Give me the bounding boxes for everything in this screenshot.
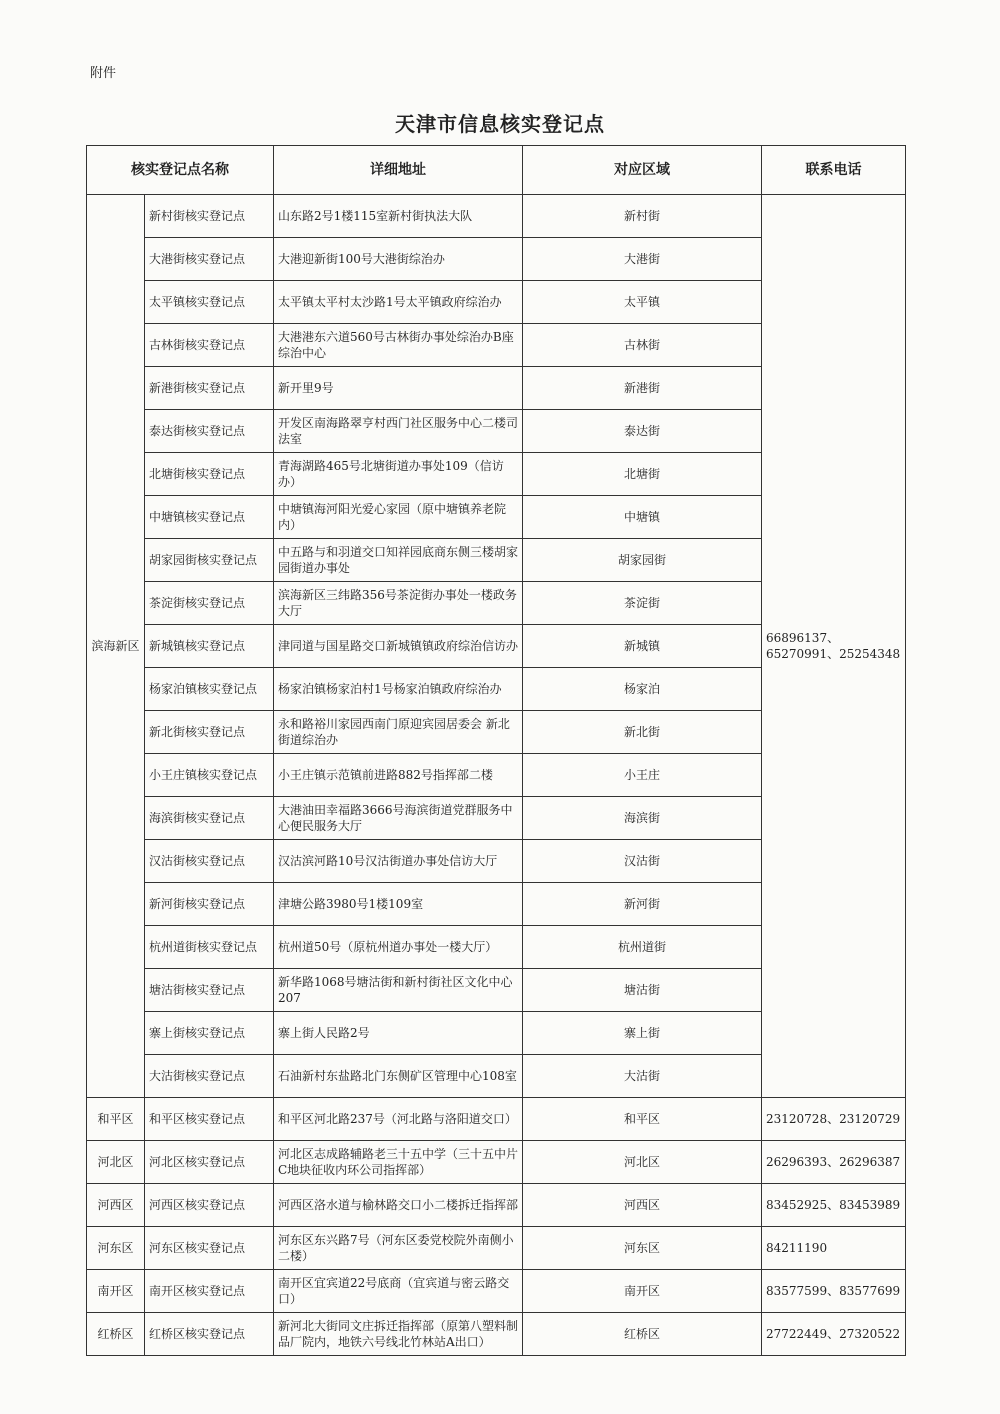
area-cell: 新村街 [523,195,762,238]
area-cell: 塘沽街 [523,969,762,1012]
site-name-cell: 杭州道街核实登记点 [145,926,274,969]
address-cell: 山东路2号1楼115室新村街执法大队 [274,195,523,238]
phone-cell: 66896137、65270991、25254348 [762,195,906,1098]
area-cell: 河东区 [523,1227,762,1270]
area-cell: 杨家泊 [523,668,762,711]
site-name-cell: 塘沽街核实登记点 [145,969,274,1012]
area-cell: 大港街 [523,238,762,281]
area-cell: 新城镇 [523,625,762,668]
site-name-cell: 泰达街核实登记点 [145,410,274,453]
phone-cell: 26296393、26296387 [762,1141,906,1184]
site-name-cell: 太平镇核实登记点 [145,281,274,324]
address-cell: 开发区南海路翠亨村西门社区服务中心二楼司法室 [274,410,523,453]
district-cell: 红桥区 [87,1313,145,1356]
area-cell: 新港街 [523,367,762,410]
site-name-cell: 河北区核实登记点 [145,1141,274,1184]
table-row [87,1184,906,1227]
district-cell: 河西区 [87,1184,145,1227]
phone-cell: 27722449、27320522 [762,1313,906,1356]
site-name-cell: 小王庄镇核实登记点 [145,754,274,797]
address-cell: 河北区志成路辅路老三十五中学（三十五中片C地块征收内环公司指挥部） [274,1141,523,1184]
site-name-cell: 汉沽街核实登记点 [145,840,274,883]
address-cell: 小王庄镇示范镇前进路882号指挥部二楼 [274,754,523,797]
table-row [87,1313,906,1356]
header-address: 详细地址 [274,146,523,195]
site-name-cell: 红桥区核实登记点 [145,1313,274,1356]
site-name-cell: 新北街核实登记点 [145,711,274,754]
address-cell: 青海湖路465号北塘街道办事处109（信访办） [274,453,523,496]
address-cell: 石油新村东盐路北门东侧矿区管理中心108室 [274,1055,523,1098]
area-cell: 红桥区 [523,1313,762,1356]
site-name-cell: 和平区核实登记点 [145,1098,274,1141]
area-cell: 新北街 [523,711,762,754]
table-row [87,1270,906,1313]
header-phone: 联系电话 [762,146,906,195]
district-cell: 河东区 [87,1227,145,1270]
site-name-cell: 新村街核实登记点 [145,195,274,238]
address-cell: 中塘镇海河阳光爱心家园（原中塘镇养老院内） [274,496,523,539]
address-cell: 河西区洛水道与榆林路交口小二楼拆迁指挥部 [274,1184,523,1227]
address-cell: 新河北大街同文庄拆迁指挥部（原第八塑料制品厂院内，地铁六号线北竹林站A出口） [274,1313,523,1356]
address-cell: 太平镇太平村太沙路1号太平镇政府综治办 [274,281,523,324]
address-cell: 津塘公路3980号1楼109室 [274,883,523,926]
district-cell: 南开区 [87,1270,145,1313]
address-cell: 津同道与国星路交口新城镇镇政府综治信访办 [274,625,523,668]
address-cell: 南开区宜宾道22号底商（宜宾道与密云路交口） [274,1270,523,1313]
address-cell: 大港油田幸福路3666号海滨街道党群服务中心便民服务大厅 [274,797,523,840]
address-cell: 滨海新区三纬路356号茶淀街办事处一楼政务大厅 [274,582,523,625]
address-cell: 永和路裕川家园西南门原迎宾园居委会 新北街道综治办 [274,711,523,754]
area-cell: 大沽街 [523,1055,762,1098]
address-cell: 汉沽滨河路10号汉沽街道办事处信访大厅 [274,840,523,883]
header-row [87,146,906,195]
table-row [87,1141,906,1184]
address-cell: 大港港东六道560号古林街办事处综治办B座综治中心 [274,324,523,367]
address-cell: 河东区东兴路7号（河东区委党校院外南侧小二楼） [274,1227,523,1270]
phone-cell: 83577599、83577699 [762,1270,906,1313]
site-name-cell: 茶淀街核实登记点 [145,582,274,625]
area-cell: 小王庄 [523,754,762,797]
site-name-cell: 大港街核实登记点 [145,238,274,281]
site-name-cell: 新港街核实登记点 [145,367,274,410]
header-area: 对应区域 [523,146,762,195]
site-name-cell: 新城镇核实登记点 [145,625,274,668]
area-cell: 杭州道街 [523,926,762,969]
table-row [87,1227,906,1270]
area-cell: 泰达街 [523,410,762,453]
area-cell: 寨上街 [523,1012,762,1055]
district-cell: 和平区 [87,1098,145,1141]
site-name-cell: 大沽街核实登记点 [145,1055,274,1098]
address-cell: 新开里9号 [274,367,523,410]
area-cell: 河北区 [523,1141,762,1184]
address-cell: 新华路1068号塘沽街和新村街社区文化中心207 [274,969,523,1012]
site-name-cell: 新河街核实登记点 [145,883,274,926]
area-cell: 中塘镇 [523,496,762,539]
district-cell: 河北区 [87,1141,145,1184]
address-cell: 大港迎新街100号大港街综治办 [274,238,523,281]
page-title: 天津市信息核实登记点 [395,112,605,136]
address-cell: 杭州道50号（原杭州道办事处一楼大厅） [274,926,523,969]
site-name-cell: 中塘镇核实登记点 [145,496,274,539]
address-cell: 寨上街人民路2号 [274,1012,523,1055]
area-cell: 海滨街 [523,797,762,840]
area-cell: 太平镇 [523,281,762,324]
registration-table [86,145,906,1356]
site-name-cell: 南开区核实登记点 [145,1270,274,1313]
address-cell: 中五路与和羽道交口知祥园底商东侧三楼胡家园街道办事处 [274,539,523,582]
area-cell: 胡家园街 [523,539,762,582]
area-cell: 南开区 [523,1270,762,1313]
site-name-cell: 北塘街核实登记点 [145,453,274,496]
address-cell: 和平区河北路237号（河北路与洛阳道交口） [274,1098,523,1141]
site-name-cell: 海滨街核实登记点 [145,797,274,840]
table-row [87,1098,906,1141]
phone-cell: 83452925、83453989 [762,1184,906,1227]
attachment-label: 附件 [90,66,117,81]
area-cell: 北塘街 [523,453,762,496]
site-name-cell: 寨上街核实登记点 [145,1012,274,1055]
site-name-cell: 胡家园街核实登记点 [145,539,274,582]
area-cell: 汉沽街 [523,840,762,883]
site-name-cell: 河东区核实登记点 [145,1227,274,1270]
header-name: 核实登记点名称 [87,146,274,195]
area-cell: 和平区 [523,1098,762,1141]
site-name-cell: 杨家泊镇核实登记点 [145,668,274,711]
area-cell: 古林街 [523,324,762,367]
site-name-cell: 古林街核实登记点 [145,324,274,367]
area-cell: 河西区 [523,1184,762,1227]
phone-cell: 84211190 [762,1227,906,1270]
table-row [87,195,906,238]
area-cell: 茶淀街 [523,582,762,625]
area-cell: 新河街 [523,883,762,926]
phone-cell: 23120728、23120729 [762,1098,906,1141]
district-cell: 滨海新区 [87,195,145,1098]
site-name-cell: 河西区核实登记点 [145,1184,274,1227]
address-cell: 杨家泊镇杨家泊村1号杨家泊镇政府综治办 [274,668,523,711]
